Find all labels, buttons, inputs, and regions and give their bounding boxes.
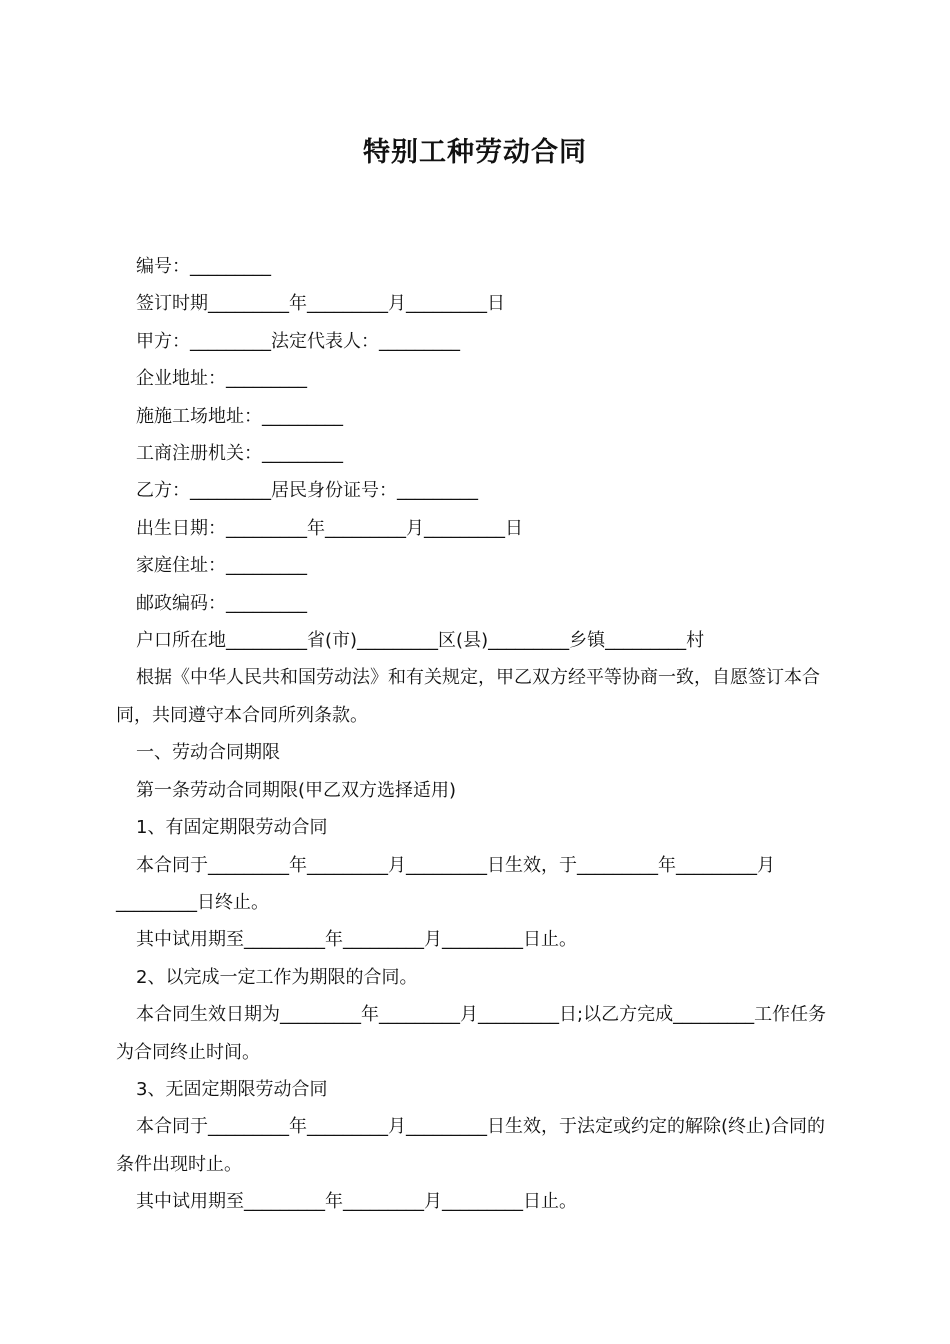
preamble-paragraph: 根据《中华人民共和国劳动法》和有关规定，甲乙双方经平等协商一致，自愿签订本合同，共同遵守本合同所列条款。 bbox=[116, 667, 820, 726]
company-address-line: 企业地址：_________ bbox=[136, 368, 307, 390]
birth-date-line: 出生日期：_________年_________月_________日 bbox=[136, 517, 523, 539]
contract-number-line: 编号：_________ bbox=[136, 256, 271, 277]
article-heading: 第一条劳动合同期限(甲乙双方选择适用) bbox=[136, 779, 457, 801]
option-2-paragraph: 本合同生效日期为_________年_________月_________日;以乙方完成_________工作任务为合同终止时间。 bbox=[116, 1004, 827, 1063]
postal-code-line: 邮政编码：_________ bbox=[136, 592, 307, 614]
contract-body bbox=[116, 248, 836, 1221]
party-a-line: 甲方：_________法定代表人：_________ bbox=[136, 330, 460, 352]
signing-date-line: 签订时期_________年_________月_________日 bbox=[136, 293, 505, 315]
probation-line-1: 其中试用期至_________年_________月_________日止。 bbox=[136, 929, 577, 951]
probation-line-2: 其中试用期至_________年_________月_________日止。 bbox=[136, 1191, 577, 1213]
document-title: 特别工种劳动合同 bbox=[363, 137, 587, 168]
household-registration-line: 户口所在地_________省(市)_________区(县)_________乡镇_________村 bbox=[136, 630, 705, 652]
option-1-heading: 1、有固定期限劳动合同 bbox=[136, 817, 328, 839]
option-1-paragraph: 本合同于_________年_________月_________日生效，于_________年_________月_________日终止。 bbox=[116, 854, 775, 913]
party-b-line: 乙方：_________居民身份证号：_________ bbox=[136, 480, 478, 502]
home-address-line: 家庭住址：_________ bbox=[136, 555, 307, 577]
registration-authority-line: 工商注册机关：_________ bbox=[136, 443, 343, 465]
option-3-heading: 3、无固定期限劳动合同 bbox=[136, 1078, 328, 1100]
section-heading: 一、劳动合同期限 bbox=[136, 742, 280, 764]
option-2-heading: 2、以完成一定工作为期限的合同。 bbox=[136, 966, 418, 988]
option-3-paragraph: 本合同于_________年_________月_________日生效，于法定或约定的解除(终止)合同的条件出现时止。 bbox=[116, 1116, 826, 1175]
site-address-line: 施施工场地址：_________ bbox=[136, 405, 343, 427]
